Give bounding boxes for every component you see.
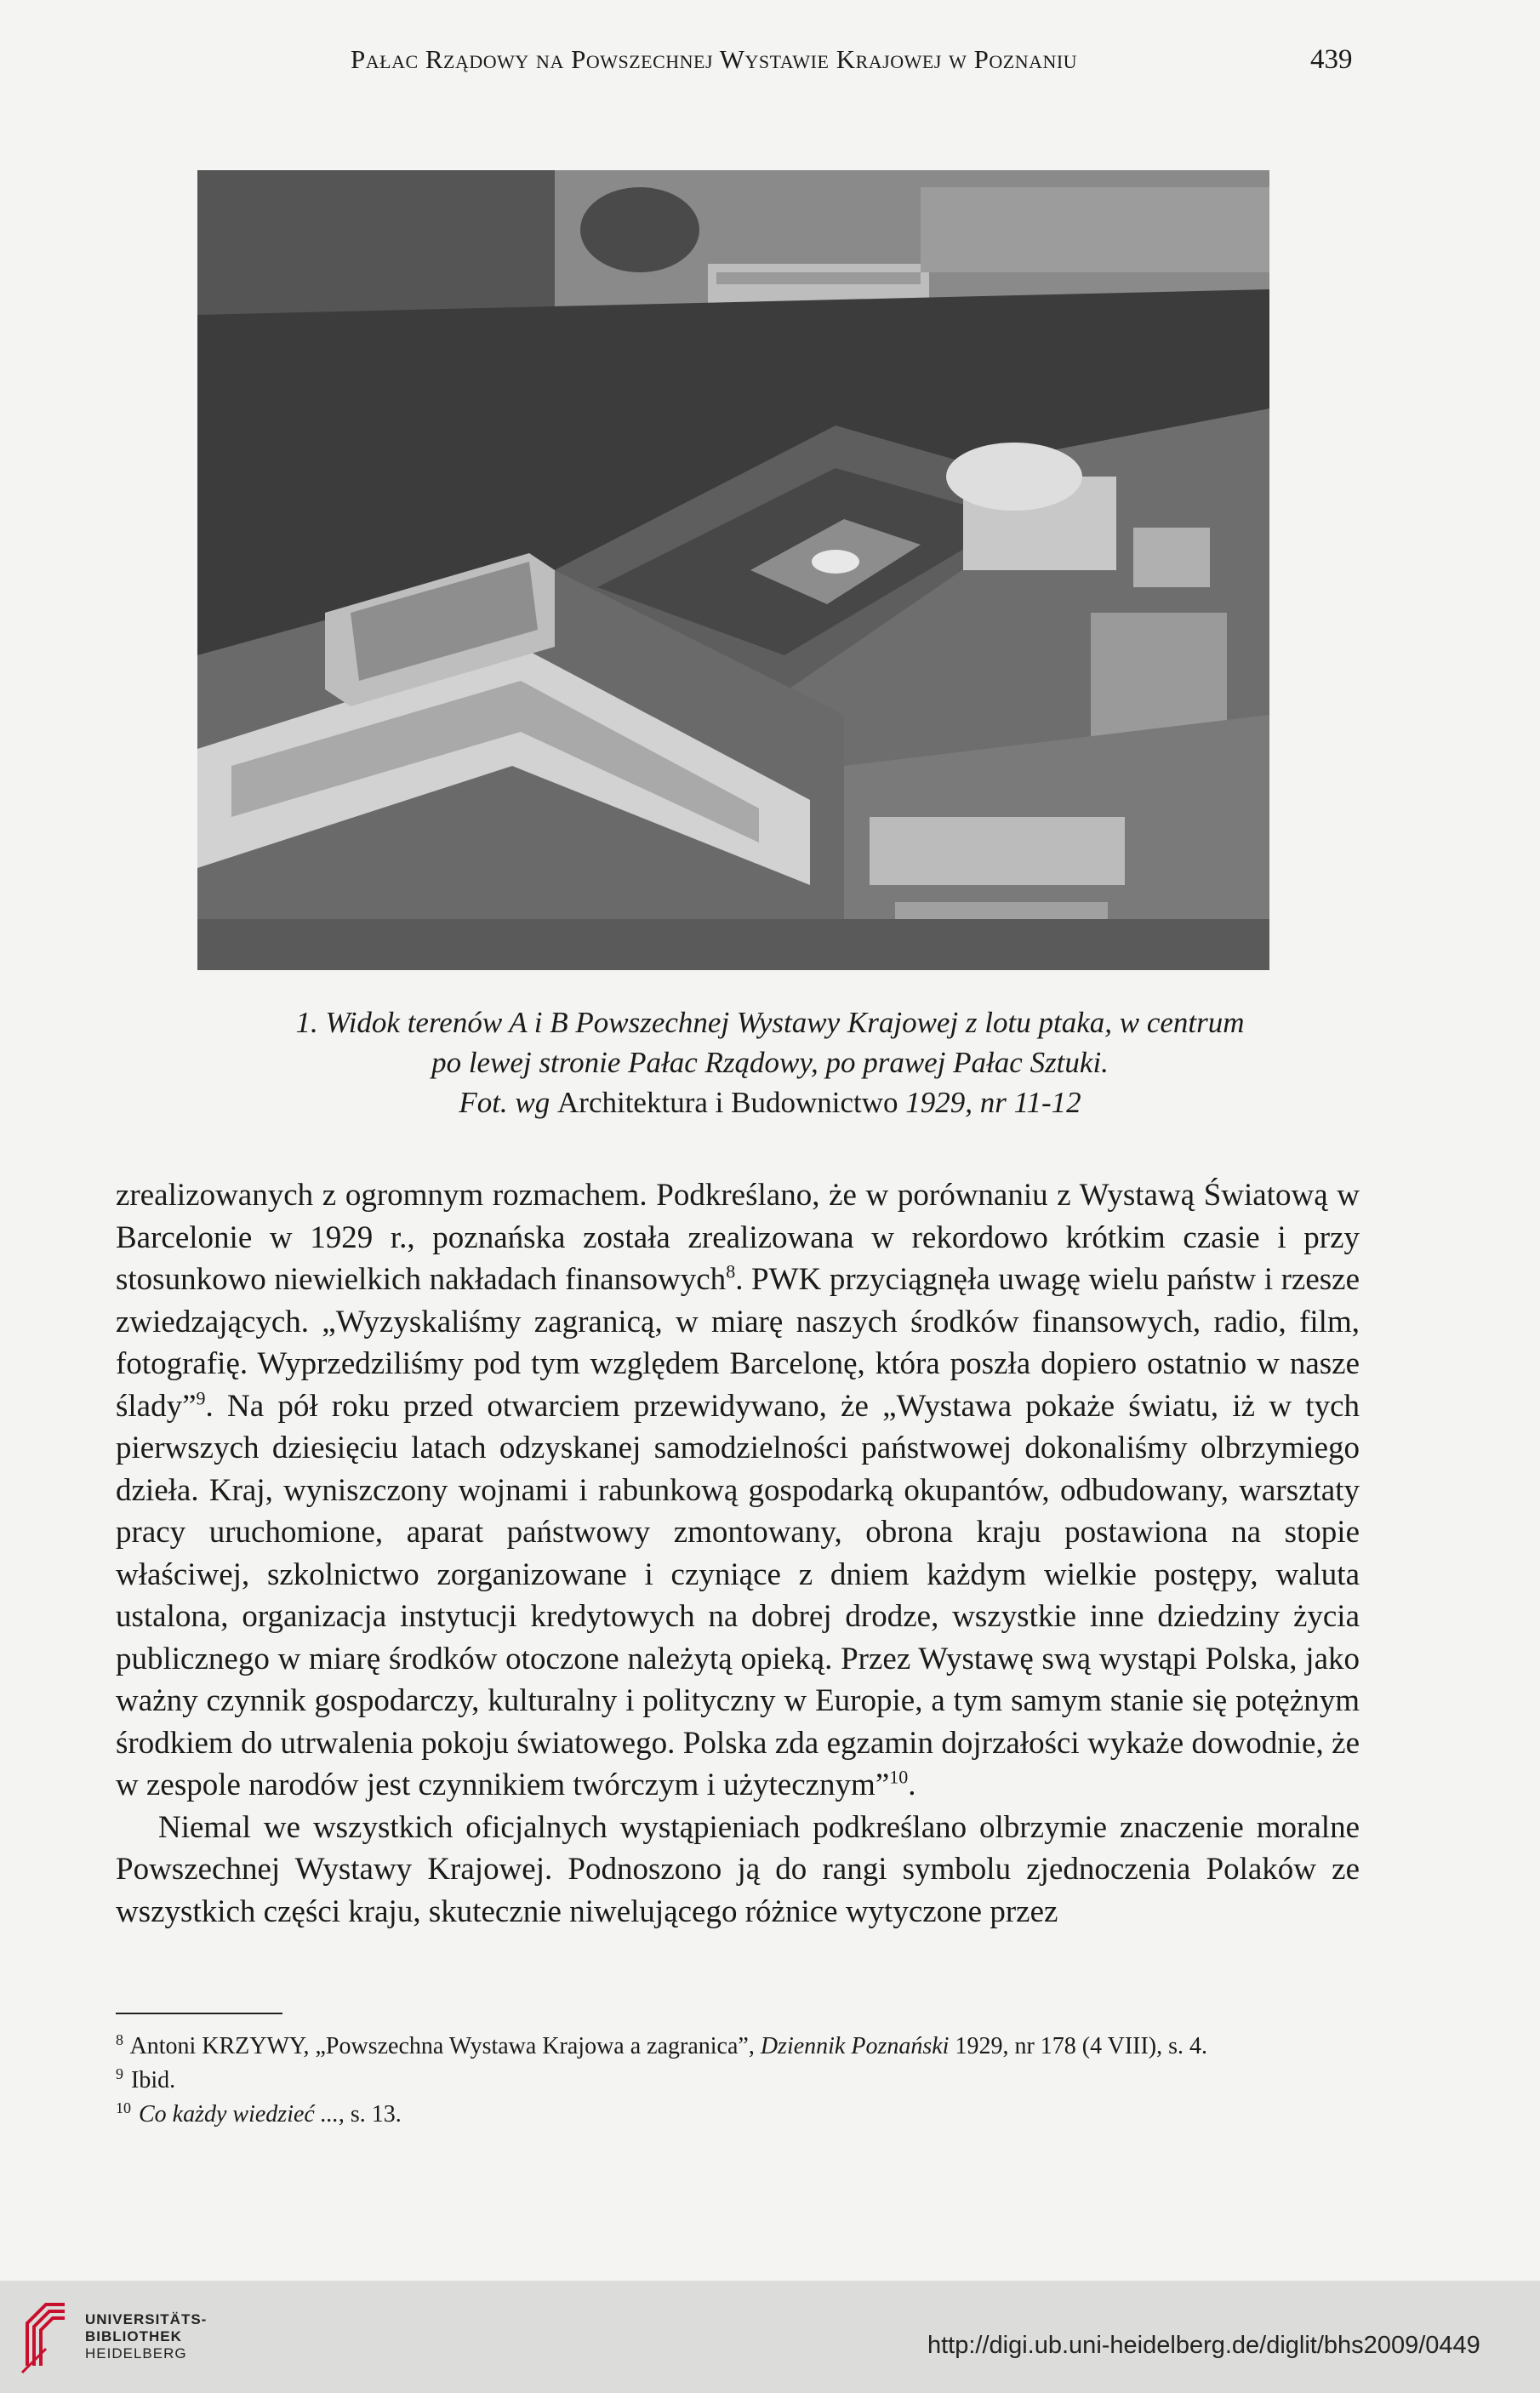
- footnote-number: 8: [116, 2030, 123, 2048]
- body-paragraph-1-part-a: zrealizowanych z ogromnym rozmachem. Podkreślano, że w porównaniu z Wystawą Światową w Barcelonie w 1929 r., poznańska została zrealizowana w rekordowo krótkim czasie i przy stosunkowo niewielkich nakładach finansowych: [116, 1178, 1360, 1297]
- footnote-ref-10: 10: [889, 1766, 909, 1788]
- footnote-8: [116, 2030, 1360, 2064]
- running-title: Pałac Rządowy na Powszechnej Wystawie Krajowej w Poznaniu: [351, 44, 1078, 74]
- footnote-ref-8: 8: [726, 1260, 736, 1282]
- library-name-line-2: BIBLIOTHEK: [85, 2328, 182, 2344]
- footnote-ref-9: 9: [196, 1387, 206, 1409]
- figure-caption: [119, 1002, 1421, 1122]
- running-head: [0, 44, 1540, 87]
- footnote-text: Ibid.: [131, 2067, 176, 2093]
- library-name-line-3: HEIDELBERG: [85, 2345, 187, 2362]
- body-paragraph-1: [116, 1174, 1360, 1807]
- footnote-9: [116, 2064, 1360, 2098]
- footnote-10: [116, 2098, 1360, 2132]
- footnote-text-end: , s. 13.: [338, 2101, 402, 2127]
- caption-line-1: 1. Widok terenów A i B Powszechnej Wystawy Krajowej z lotu ptaka, w centrum: [295, 1006, 1245, 1039]
- footnote-italic-text: Dziennik Poznański: [760, 2033, 950, 2059]
- permalink-url[interactable]: http://digi.ub.uni-heidelberg.de/diglit/bhs2009/0449: [927, 2332, 1480, 2359]
- body-paragraph-1-part-b: . PWK przyciągnęła uwagę wielu państw i rzesze zwiedzających. „Wyzyskaliśmy zagranicą, w miarę naszych środków finansowych, radio, film, fotografię. Wyprzedziliśmy pod tym względem Barcelonę, która poszła dopiero ostatnio w nasze ślady”: [116, 1262, 1360, 1424]
- body-paragraph-1-part-c: . Na pół roku przed otwarciem przewidywano, że „Wystawa pokaże światu, iż w tych pierwszych dziesięciu latach odzyskanej samodzielności państwowej dokonaliśmy olbrzymiego dzieła. Kraj, wyniszczony wojnami i rabunkową gospodarką okupantów, odbudowany, warsztaty pracy uruchomione, aparat państwowy zmontowany, obrona kraju postawiona na stopie właściwej, szkolnictwo zorganizowane i czyniące z dniem każdym wielkie postępy, waluta ustalona, organizacja instytucji kredytowych na dobrej drodze, wszystkie inne dziedziny życia publicznego w miarę środków otoczone należytą opieką. Przez Wystawę swą wystąpi Polska, jako ważny czynnik gospodarczy, kulturalny i polityczny w Europie, a tym samym stanie się potężnym środkiem do utrwalenia pokoju światowego. Polska zda egzamin dojrzałości wykaże dowodnie, że w zespole narodów jest czynnikiem twórczym i użytecznym”: [116, 1388, 1360, 1802]
- body-paragraph-2: Niemal we wszystkich oficjalnych wystąpieniach podkreślano olbrzymie znaczenie moralne Powszechnej Wystawy Krajowej. Podnoszono ją do rangi symbolu zjednoczenia Polaków ze wszystkich części kraju, skutecznie niwelującego różnice wytyczone przez: [116, 1809, 1360, 1929]
- university-library-logo-icon: [20, 2298, 71, 2374]
- aerial-photograph: [197, 170, 1269, 970]
- caption-journal-name: Architektura i Budownictwo: [557, 1086, 898, 1119]
- body-paragraph-1-part-d: .: [908, 1768, 916, 1802]
- page-number: 439: [1310, 44, 1353, 75]
- aerial-photograph-drawing: [197, 170, 1269, 970]
- library-name: [85, 2311, 207, 2362]
- caption-credit-prefix: Fot. wg: [459, 1086, 558, 1119]
- caption-line-3: [119, 1082, 1421, 1122]
- body-text: [116, 1174, 1360, 1933]
- library-name-line-1: UNIVERSITÄTS-: [85, 2311, 208, 2327]
- caption-credit-suffix: 1929, nr 11-12: [898, 1086, 1081, 1119]
- footnote-separator: [116, 2013, 282, 2014]
- footnotes: [116, 2030, 1360, 2132]
- footnote-italic-text: Co każdy wiedzieć ...: [139, 2101, 339, 2127]
- footnote-text: Antoni KRZYWY, „Powszechna Wystawa Krajowa a zagranica”,: [129, 2033, 761, 2059]
- caption-line-2: po lewej stronie Pałac Rządowy, po prawej Pałac Sztuki.: [431, 1046, 1109, 1079]
- footnote-number: 9: [116, 2065, 123, 2082]
- footnote-number: 10: [116, 2099, 131, 2116]
- footnote-text-end: 1929, nr 178 (4 VIII), s. 4.: [949, 2033, 1208, 2059]
